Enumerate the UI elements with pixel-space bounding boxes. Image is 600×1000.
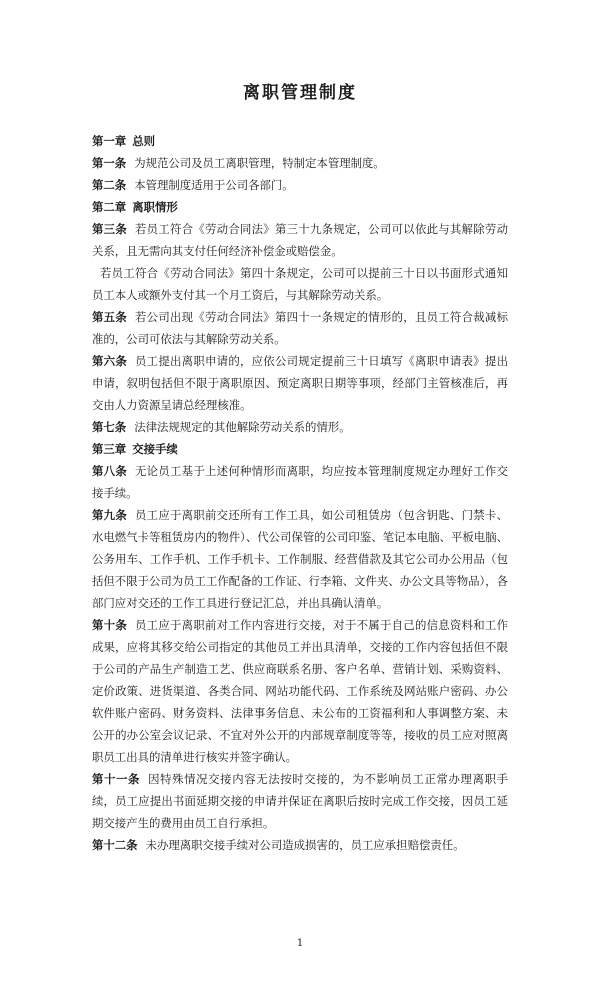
article-text: 未办理离职交接手续对公司造成损害的，员工应承担赔偿责任。	[145, 838, 465, 852]
article-text: 员工应于离职前交还所有工作工具，如公司租赁房（包含钥匙、门禁卡、水电燃气卡等租赁房内的物件）、代公司保管的公司印鉴、笔记本电脑、平板电脑、公务用车、工作手机、工作手机卡、工作制服、经营借款及其它公司办公用品（包括但不限于公司为员工工作配备的工作证、行李箱、文件夹、办公文具等物品），各部门应对交还的工作工具进行登记汇总，并出具确认清单。	[92, 508, 508, 610]
chapter-number: 第二章	[92, 200, 127, 214]
article-number: 第十一条	[92, 772, 141, 786]
article-number: 第七条	[92, 420, 127, 434]
article	[92, 416, 508, 438]
article	[92, 504, 508, 614]
document-title: 离职管理制度	[243, 83, 357, 103]
article	[92, 174, 508, 196]
article	[92, 834, 508, 856]
article-text: 无论员工基于上述何种情形而离职，均应按本管理制度规定办理好工作交接手续。	[92, 464, 508, 500]
chapter-title: 总则	[132, 134, 155, 148]
chapter-number: 第一章	[92, 134, 127, 148]
article	[92, 460, 508, 504]
article-number: 第十二条	[92, 838, 138, 852]
chapter-title: 离职情形	[132, 200, 178, 214]
article	[92, 768, 508, 834]
article	[92, 614, 508, 768]
article-text: 法律法规规定的其他解除劳动关系的情形。	[134, 420, 351, 434]
article-number: 第一条	[92, 156, 127, 170]
article-number: 第六条	[92, 354, 127, 368]
article-text: 若公司出现《劳动合同法》第四十一条规定的情形的，且员工符合裁减标准的，公司可依法与其解除劳动关系。	[92, 310, 508, 346]
article-number: 第二条	[92, 178, 127, 192]
article-text: 员工提出离职申请的，应依公司规定提前三十日填写《离职申请表》提出申请，叙明包括但不限于离职原因、预定离职日期等事项，经部门主管核准后，再交由人力资源呈请总经理核准。	[92, 354, 508, 412]
article-number: 第三条	[92, 222, 127, 236]
chapter-heading	[92, 130, 508, 152]
article-text: 因特殊情况交接内容无法按时交接的，为不影响员工正常办理离职手续，员工应提出书面延期交接的申请并保证在离职后按时完成工作交接，因员工延期交接产生的费用由员工自行承担。	[92, 772, 508, 830]
article	[92, 218, 508, 262]
article	[92, 350, 508, 416]
article-text: 员工应于离职前对工作内容进行交接，对于不属于自己的信息资料和工作成果，应将其移交给公司指定的其他员工并出具清单，交接的工作内容包括但不限于公司的产品生产制造工艺、供应商联系名册、客户名单、营销计划、采购资料、定价政策、进货渠道、各类合同、网站功能代码、工作系统及网站账户密码、办公软件账户密码、财务资料、法律事务信息、未公布的工资福利和人事调整方案、未公开的办公室会议记录、不宜对外公开的内部规章制度等等，接收的员工应对照离职员工出具的清单进行核实并签字确认。	[92, 618, 508, 764]
chapter-heading	[92, 438, 508, 460]
article-text: 若员工符合《劳动合同法》第三十九条规定，公司可以依此与其解除劳动关系，且无需向其支付任何经济补偿金或赔偿金。	[92, 222, 508, 258]
chapter-number: 第三章	[92, 442, 127, 456]
article	[92, 152, 508, 174]
article	[92, 262, 508, 306]
page-number: 1	[296, 938, 304, 949]
article-number: 第八条	[92, 464, 127, 478]
article	[92, 306, 508, 350]
article-text: 为规范公司及员工离职管理，特制定本管理制度。	[134, 156, 385, 170]
article-text: 本管理制度适用于公司各部门。	[134, 178, 294, 192]
chapter-title: 交接手续	[132, 442, 178, 456]
article-number: 第九条	[92, 508, 127, 522]
chapter-heading	[92, 196, 508, 218]
document-body	[92, 130, 508, 856]
article-number: 第十条	[92, 618, 127, 632]
article-text: 若员工符合《劳动合同法》第四十条规定，公司可以提前三十日以书面形式通知员工本人或额外支付其一个月工资后，与其解除劳动关系。	[92, 266, 508, 302]
article-number: 第五条	[92, 310, 127, 324]
